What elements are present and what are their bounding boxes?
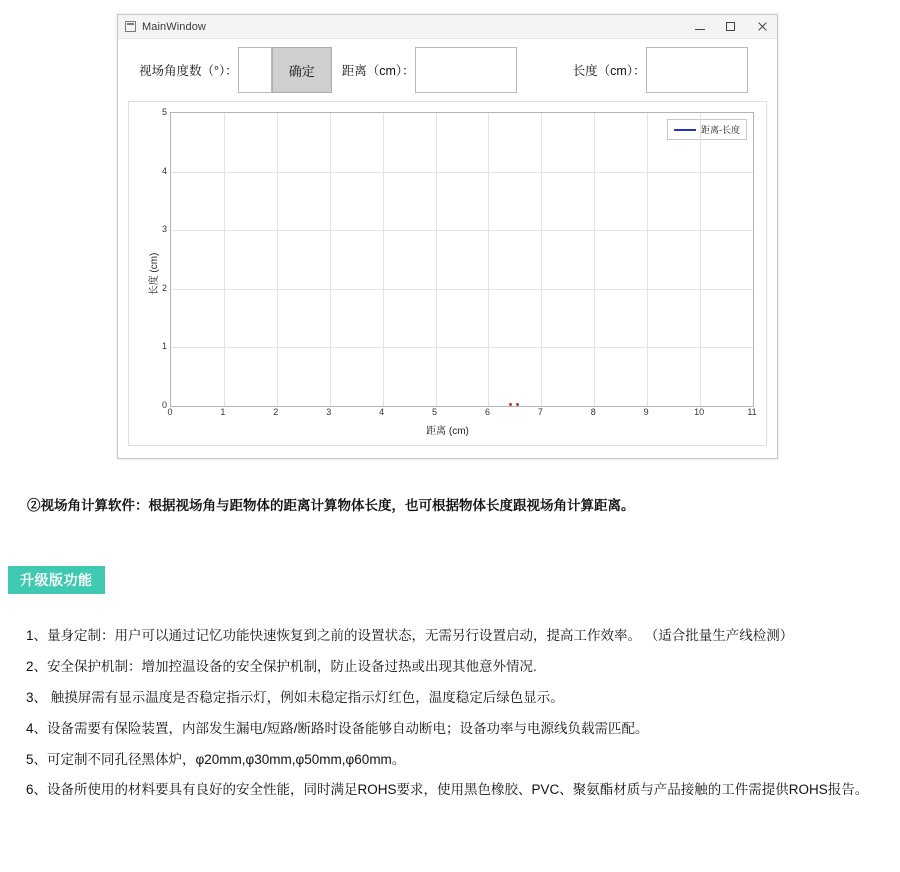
legend-swatch-icon bbox=[674, 129, 696, 131]
chart-gridline-vertical bbox=[594, 113, 595, 406]
chart-gridline-vertical bbox=[330, 113, 331, 406]
application-icon bbox=[125, 21, 136, 32]
window-title: MainWindow bbox=[142, 20, 206, 33]
length-label: 长度（cm）： bbox=[572, 64, 646, 78]
legend-label: 距离-长度 bbox=[701, 125, 740, 135]
maximize-button[interactable] bbox=[715, 15, 746, 38]
chart-x-tick-label: 10 bbox=[694, 407, 705, 417]
input-toolbar bbox=[118, 39, 777, 101]
main-window bbox=[117, 14, 778, 459]
chart-gridline-horizontal bbox=[171, 347, 753, 348]
chart-gridline-vertical bbox=[224, 113, 225, 406]
chart-x-tick-label: 1 bbox=[220, 407, 226, 417]
chart-x-axis-label: 距离 (cm) bbox=[426, 426, 469, 437]
chart-x-tick-label: 11 bbox=[747, 407, 757, 417]
chart-gridline-vertical bbox=[436, 113, 437, 406]
fov-input[interactable] bbox=[238, 47, 272, 93]
chart-gridline-vertical bbox=[647, 113, 648, 406]
chart-gridline-horizontal bbox=[171, 289, 753, 290]
chart-x-tick-label: 7 bbox=[537, 407, 543, 417]
window-titlebar bbox=[118, 15, 777, 39]
chart-y-tick-label: 5 bbox=[161, 107, 167, 117]
chart-y-tick-label: 4 bbox=[161, 165, 167, 176]
feature-item: 2、安全保护机制：增加控温设备的安全保护机制，防止设备过热或出现其他意外情况. bbox=[26, 659, 537, 674]
software-caption: ②视场角计算软件：根据视场角与距物体的距离计算物体长度，也可根据物体长度跟视场角计算距离。 bbox=[27, 498, 635, 513]
chart-x-tick-label: 9 bbox=[643, 407, 649, 417]
chart-gridline-vertical bbox=[383, 113, 384, 406]
chart-plot-area bbox=[170, 112, 754, 407]
chart-gridline-vertical bbox=[700, 113, 701, 406]
close-button[interactable] bbox=[746, 15, 777, 38]
chart-y-tick-label: 0 bbox=[161, 400, 167, 410]
chart-x-tick-label: 2 bbox=[273, 407, 279, 417]
chart-y-tick-label: 3 bbox=[161, 224, 167, 235]
chart-gridline-horizontal bbox=[171, 172, 753, 173]
chart-y-tick-label: 1 bbox=[161, 341, 167, 352]
minimize-button[interactable] bbox=[684, 15, 715, 38]
upgrade-section-badge: 升级版功能 bbox=[8, 566, 105, 594]
distance-input[interactable] bbox=[415, 47, 517, 93]
chart-y-tick-label: 2 bbox=[161, 282, 167, 293]
chart-x-tick-label: 3 bbox=[326, 407, 332, 417]
chart-data-point bbox=[516, 403, 519, 406]
chart-panel bbox=[128, 101, 767, 446]
chart-gridline-horizontal bbox=[171, 230, 753, 231]
chart-gridline-vertical bbox=[277, 113, 278, 406]
feature-item: 4、设备需要有保险装置，内部发生漏电/短路/断路时设备能够自动断电；设备功率与电源线负载需匹配。 bbox=[26, 721, 649, 736]
chart-legend bbox=[667, 119, 747, 140]
chart-data-point bbox=[509, 403, 512, 406]
chart-gridline-vertical bbox=[541, 113, 542, 406]
chart-x-tick-label: 8 bbox=[590, 407, 596, 417]
distance-label: 距离（cm）： bbox=[341, 64, 415, 78]
chart-gridline-vertical bbox=[488, 113, 489, 406]
fov-label: 视场角度数（°）： bbox=[139, 64, 238, 78]
length-input[interactable] bbox=[646, 47, 748, 93]
feature-item: 6、设备所使用的材料要具有良好的安全性能，同时满足ROHS要求，使用黑色橡胶、PVC、聚氨酯材质与产品接触的工件需提供ROHS报告。 bbox=[26, 782, 869, 797]
feature-item: 1、量身定制：用户可以通过记忆功能快速恢复到之前的设置状态，无需另行设置启动，提高工作效率。 （适合批量生产线检测） bbox=[26, 628, 794, 643]
chart-x-tick-label: 6 bbox=[484, 407, 490, 417]
confirm-button[interactable]: 确定 bbox=[272, 47, 332, 93]
chart-x-tick-label: 0 bbox=[167, 407, 173, 417]
feature-list bbox=[0, 620, 900, 805]
chart-y-axis-label: 长度 (cm) bbox=[148, 252, 160, 295]
chart-x-tick-label: 5 bbox=[432, 407, 438, 417]
feature-item: 3、 触摸屏需有显示温度是否稳定指示灯，例如未稳定指示灯红色，温度稳定后绿色显示。 bbox=[26, 690, 564, 705]
feature-item: 5、可定制不同孔径黑体炉，φ20mm,φ30mm,φ50mm,φ60mm。 bbox=[26, 752, 406, 767]
chart-x-tick-label: 4 bbox=[379, 407, 385, 417]
